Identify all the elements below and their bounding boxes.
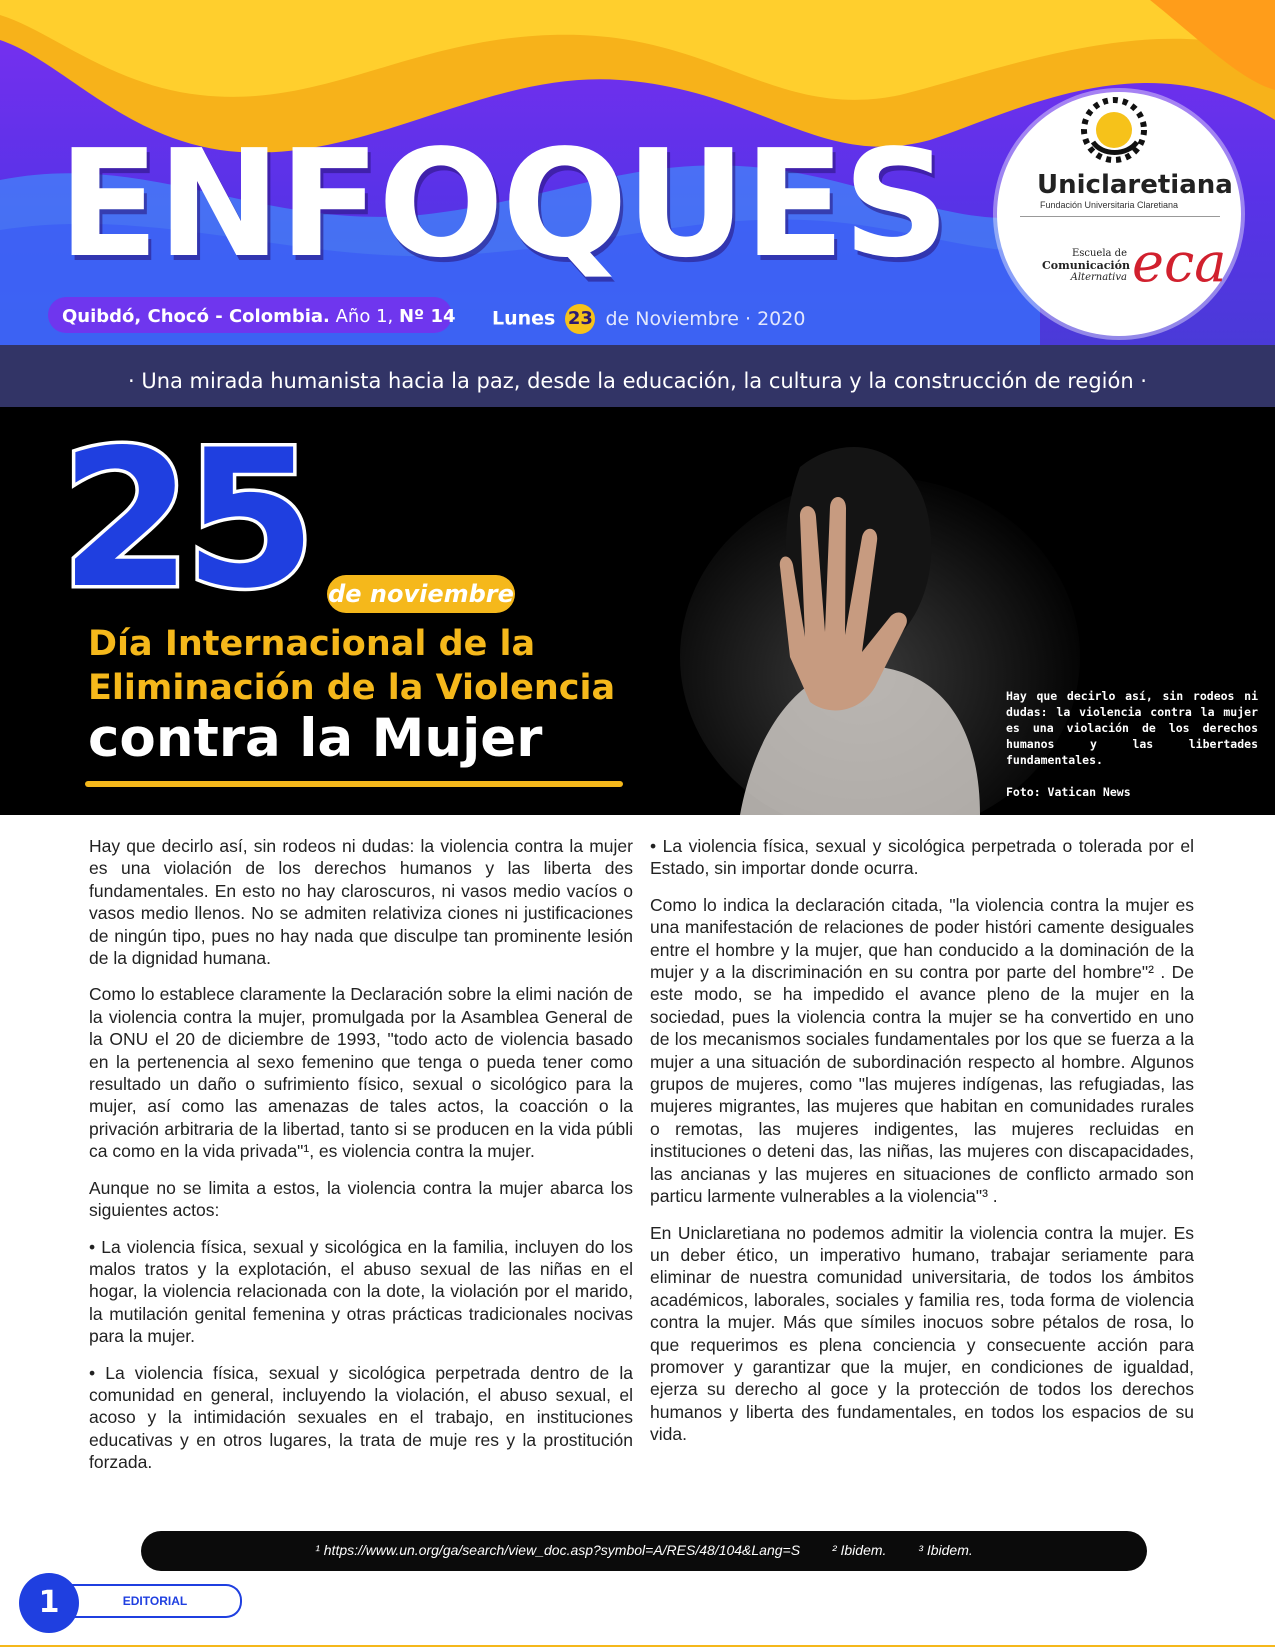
school-line-3: Alternativa xyxy=(1070,272,1127,284)
bullet-paragraph: • La violencia física, sexual y sicológica perpetrada o tolerada por el Estado, sin importar donde ocurra. xyxy=(650,836,1194,879)
photo-credit: Foto: Vatican News xyxy=(1006,785,1131,799)
eca-logo-mark: eca xyxy=(1132,231,1227,294)
date-label-pill: de noviembre xyxy=(327,575,515,613)
logo-badge xyxy=(997,92,1241,336)
issue-number: Nº 14 xyxy=(398,306,456,327)
footnote-2: ² Ibidem. xyxy=(831,1542,887,1558)
paragraph: Como lo indica la declaración citada, "la violencia contra la mujer es una manifestación de relaciones de poder históri camente desiguales entre el hombre y la mujer, que han conducido a la dominación de la mujer y a la discriminación en su contra por parte del hombre"² . De este modo, se ha impedido el avance pleno de la mujer en la sociedad, pues la violencia contra la mujer se ha convertido en uno de los mecanismos sociales fundamentales por los que se fuerza a la mujer a una situación de subordinación respecto al hombre. Algunos grupos de mujeres, como "las mujeres indígenas, las refugiadas, las mujeres migrantes, las mujeres que habitan en comunidades rurales o remotas, las mujeres indigentes, las mujeres recluidas en instituciones o deteni das, las niñas, las mujeres con discapacidades, las ancianas y las mujeres en situaciones de conflicto armado son particu larmente vulnerables a la violencia"³ . xyxy=(650,894,1194,1207)
logo-subtitle: Fundación Universitaria Claretiana xyxy=(1040,200,1179,210)
tagline: · Una mirada humanista hacia la paz, desde la educación, la cultura y la construcción de región · xyxy=(127,369,1147,393)
bottom-rule xyxy=(0,1645,1275,1647)
issue-month-year: de Noviembre · 2020 xyxy=(605,307,806,330)
bullet-paragraph: • La violencia física, sexual y sicológica en la familia, incluyen do los malos tratos y la explotación, el abuso sexual de las niñas en el hogar, la violencia relacionada con la dote, la violación por el marido, la mutilación genital femenina y otras prácticas tradicionales nocivas para la mujer. xyxy=(89,1236,633,1347)
headline-underline xyxy=(85,781,623,787)
issue-weekday: Lunes xyxy=(492,307,556,330)
headline-line-3: contra la Mujer xyxy=(88,708,543,769)
paragraph: Hay que decirlo así, sin rodeos ni dudas: la violencia contra la mujer es una violación de los derechos humanos y las liberta des fundamentales. En esto no hay claroscuros, ni vasos medio vacíos o vasos medio llenos. No se admiten relativiza ciones ni justificaciones de ningún tipo, pues no hay nada que disculpe tan prominente lesión de la dignidad humana. xyxy=(89,836,633,969)
photo-caption: Hay que decirlo así, sin rodeos ni dudas: la violencia contra la mujer es una violación de los derechos humanos y las libertades fundamentales. xyxy=(1006,689,1258,767)
bullet-paragraph: • La violencia física, sexual y sicológica perpetrada dentro de la comunidad en general, incluyendo la violación, el abuso sexual, el acoso y la intimidación sexuales en el trabajo, en instituciones educativas y en otros lugares, la trata de muje res y la prostitución forzada. xyxy=(89,1362,633,1473)
school-name xyxy=(1042,248,1130,284)
paragraph: En Uniclaretiana no podemos admitir la violencia contra la mujer. Es un deber ético, un imperativo humano, trabajar seriamente para eliminar de nuestra comunidad universitaria, de todos los ámbitos académicos, laborales, sociales y familia res, toda forma de violencia contra la mujer. Más que símiles inocuos sobre pétalos de rosa, lo que requerimos es plena conciencia y consecuente acción para promover y garantizar que la mujer, en condiciones de igualdad, ejerza su derecho al goce y la protección de todos los derechos humanos y liberta des fundamentales, en todos los espacios de su vida. xyxy=(650,1222,1194,1445)
issue-day-badge: 23 xyxy=(565,304,595,334)
article-column-right xyxy=(650,835,1194,1460)
footnote-3: ³ Ibidem. xyxy=(918,1542,973,1558)
school-line-2: Comunicación xyxy=(1042,258,1130,272)
footnote-1-link[interactable]: ¹ https://www.un.org/ga/search/view_doc.asp?symbol=A/RES/48/104&Lang=S xyxy=(315,1542,801,1558)
headline-line-2: Eliminación de la Violencia xyxy=(88,668,616,708)
section-label: EDITORIAL xyxy=(70,1584,242,1618)
school-line-1: Escuela de xyxy=(1071,248,1127,259)
issue-date xyxy=(492,304,805,334)
logo-name: Uniclaretiana xyxy=(1037,170,1233,200)
footnotes xyxy=(141,1542,1147,1558)
page-number: 1 xyxy=(19,1573,79,1633)
paragraph: Como lo establece claramente la Declaración sobre la elimi nación de la violencia contra la mujer, promulgada por la Asamblea General de la ONU el 20 de diciembre de 1993, "todo acto de violencia basado en la pertenencia al sexo femenino que tenga o pueda tener como resultado un daño o sufrimiento físico, sexual o sicológico para la mujer, así como las amenazas de tales actos, la coacción o la privación arbitraria de la libertad, tanto si se producen en la vida públi ca como en la vida privada"¹, es violencia contra la mujer. xyxy=(89,984,633,1162)
issue-year: Año 1, xyxy=(335,306,394,327)
issue-place: Quibdó, Chocó - Colombia. xyxy=(62,306,330,327)
logo-divider xyxy=(1020,216,1220,217)
masthead-title: ENFOQUES xyxy=(58,118,948,290)
big-date-number: 25 xyxy=(60,409,309,630)
headline-yellow xyxy=(88,622,615,710)
article-column-left xyxy=(89,835,633,1488)
headline-line-1: Día Internacional de la xyxy=(88,624,536,664)
paragraph: Aunque no se limita a estos, la violencia contra la mujer abarca los siguientes actos: xyxy=(89,1177,633,1221)
issue-info xyxy=(62,306,456,327)
sun-logo-icon xyxy=(997,92,1241,336)
